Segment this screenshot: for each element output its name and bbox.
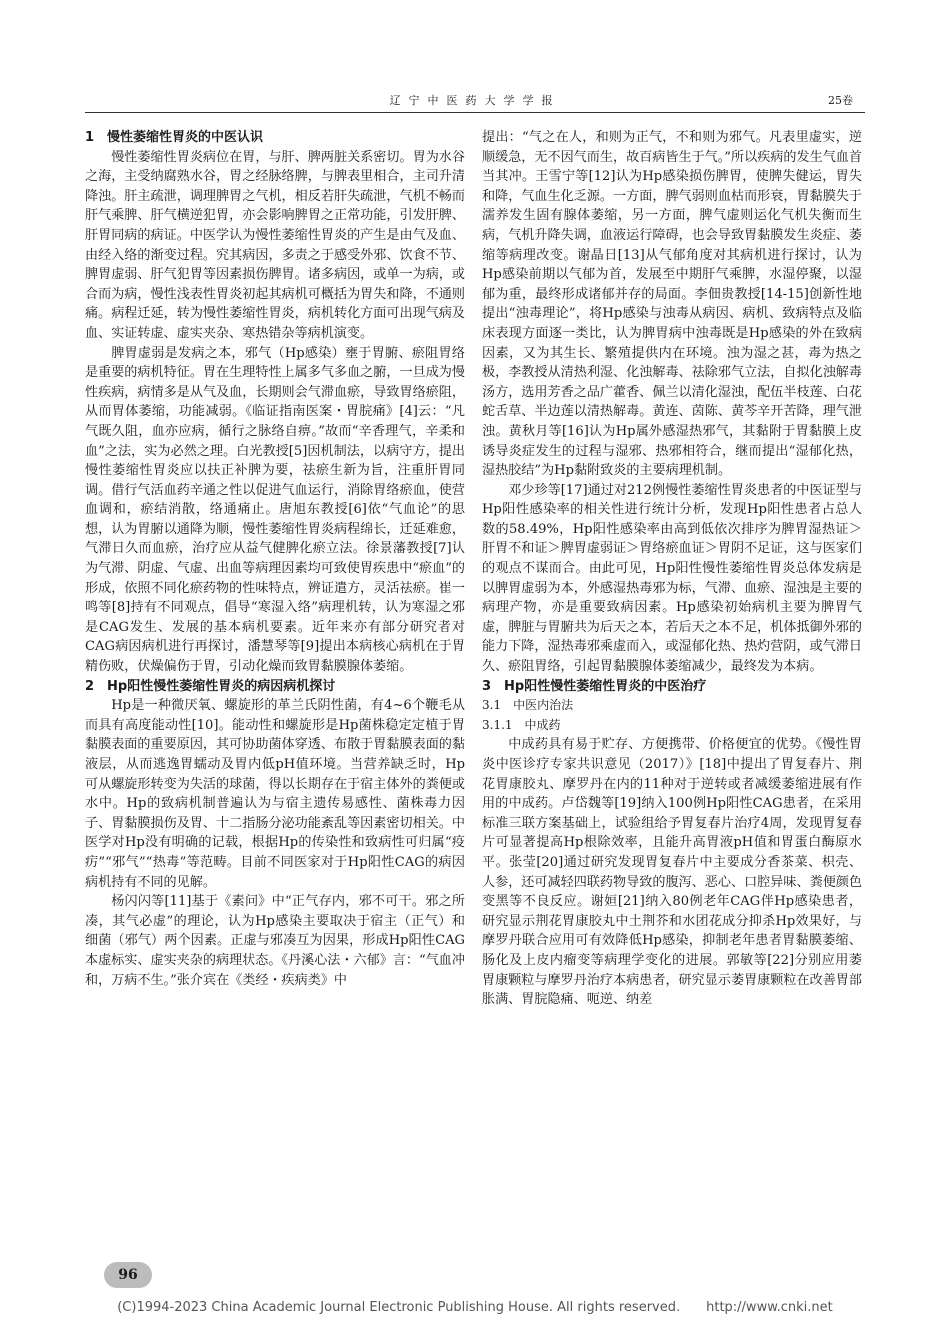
section-2-paragraph-3: 邓少珍等[17]通过对212例慢性萎缩性胃炎患者的中医证型与Hp阳性感染率的相关性进行统计分析，发现Hp阳性患者占总人数的58.49%，Hp阳性感染率由高到低依次排序为脾胃湿热证＞肝胃不和证＞脾胃虚弱证＞胃络瘀血证＞胃阴不足证，这与医家们的观点不谋而合。由此可见，Hp阳性慢性萎缩性胃炎总体发病是以脾胃虚弱为本，外感湿热毒邪为标，气滞、血瘀、湿浊是主要的病理产物，亦是重要致病因素。Hp感染初始病机主要为脾胃气虚，脾脏与胃腑共为后天之本，若后天之本不足，机体抵御外邪的能力下降，湿热毒邪乘虚而入，或湿郁化热、热灼营阴，或气滞日久、瘀阻胃络，引起胃黏膜腺体萎缩减少，最终发为本病。 <box>482 482 862 675</box>
running-header <box>85 92 865 113</box>
right-column <box>482 128 862 1228</box>
volume-label: 25卷 <box>828 94 853 107</box>
section-1-paragraph-1: 慢性萎缩性胃炎病位在胃，与肝、脾两脏关系密切。胃为水谷之海，主受纳腐熟水谷，胃之经脉络脾，与脾表里相合，主司升清降浊。肝主疏泄，调理脾胃之气机，相反若肝失疏泄，气机不畅而肝气乘脾、肝气横逆犯胃，亦会影响脾胃之正常功能，引发肝脾、肝胃同病的病证。中医学认为慢性萎缩性胃炎的产生是由气及血、由经入络的渐变过程。究其病因，多责之于感受外邪、饮食不节、脾胃虚弱、肝气犯胃等因素损伤脾胃。诸多病因，或单一为病，或合而为病，慢性浅表性胃炎初起其病机可概括为胃失和降，不通则痛。病程迁延，转为慢性萎缩性胃炎，病机转化方面可出现气病及血、实证转虚、虚实夹杂、寒热错杂等病机演变。 <box>85 149 465 341</box>
section-1-paragraph-2: 脾胃虚弱是发病之本，邪气（Hp感染）壅于胃腑、瘀阻胃络是重要的病机特征。胃在生理特性上属多气多血之腑，一旦成为慢性疾病，病情多是从气及血，长期则会气滞血瘀，导致胃络瘀阻，从而胃体萎缩，功能减弱。《临证指南医案・胃脘痛》[4]云：“凡气既久阻，血亦应病，循行之脉络自痹。”故而“辛香理气，辛柔和血”之法，实为必然之理。白光教授[5]因机制法，以病守方，提出慢性萎缩性胃炎应以扶正补脾为要，祛瘀生新为旨，注重肝胃同调。借行气活血药辛通之性以促进气血运行，消除胃络瘀血，使营血调和，瘀结消散，络通痛止。唐旭东教授[6]依“气血论”的思想，认为胃腑以通降为顺，慢性萎缩性胃炎病程绵长，迁延难愈，气滞日久而血瘀，治疗应从益气健脾化瘀立法。徐景藩教授[7]认为气滞、阴虚、气虚、出血等病理因素均可致使胃疾患中“瘀血”的形成，依照不同化瘀药物的性味特点，辨证遣方，灵活祛瘀。崔一鸣等[8]持有不同观点，倡导“寒湿入络”病理机转，认为寒湿之邪是CAG发生、发展的基本病机要素。近年来亦有部分研究者对CAG病因病机进行再探讨，潘慧琴等[9]提出本病核心病机在于胃精伤败，伏燥偏伤于胃，引动化燥而致胃黏膜腺体萎缩。 <box>85 345 465 675</box>
journal-title: 辽宁中医药大学学报 <box>389 94 561 107</box>
section-1-title: 1 慢性萎缩性胃炎的中医认识 <box>85 130 264 145</box>
section-2-title: 2 Hp阳性慢性萎缩性胃炎的病因病机探讨 <box>85 678 336 694</box>
section-3-1-1-paragraph: 中成药具有易于贮存、方便携带、价格便宜的优势。《慢性胃炎中医诊疗专家共识意见（2017）》[18]中提出了胃复春片、荆花胃康胶丸、摩罗丹在内的11种对于逆转或者减缓萎缩进展有作用的中成药。卢岱魏等[19]纳入100例Hp阳性CAG患者，在采用标准三联方案基础上，试验组给予胃复春片治疗4周，发现胃复春片可显著提高Hp根除效率，且能升高胃液pH值和胃蛋白酶原水平。张莹[20]通过研究发现胃复春片中主要成分香茶菜、枳壳、人参，还可减轻四联药物导致的腹泻、恶心、口腔异味、粪便颜色变黑等不良反应。谢姮[21]纳入80例老年CAG伴Hp感染患者，研究显示荆花胃康胶丸中土荆芥和水团花成分抑杀Hp效果好，与摩罗丹联合应用可有效降低Hp感染，抑制老年患者胃黏膜萎缩、肠化及上皮内瘤变等病理学变化的进展。郭敏等[22]分别应用萎胃康颗粒与摩罗丹治疗本病患者，研究显示萎胃康颗粒在改善胃部胀满、胃脘隐痛、呃逆、纳差 <box>482 737 862 1008</box>
left-column <box>85 128 465 1228</box>
page-number-badge: 96 <box>104 1262 152 1288</box>
section-3-1-1-title: 3.1.1 中成药 <box>482 717 561 732</box>
section-2-paragraph-2-continued: 提出：“气之在人，和则为正气，不和则为邪气。凡表里虚实，逆顺缓急，无不因气而生，故百病皆生于气。”所以疾病的发生气血首当其冲。王雪宁等[12]认为Hp感染损伤脾胃，使脾失健运，胃失和降，气血生化乏源。一方面，脾气弱则血枯而形衰，胃黏膜失于濡养发生固有腺体萎缩，另一方面，脾气虚则运化气机失衡而生病，气机升降失调，血液运行障碍，也会导致胃黏膜发生炎症、萎缩等病理改变。谢晶日[13]从气郁角度对其病机进行探讨，认为Hp感染前期以气郁为首，发展至中期肝气乘脾，水湿停聚，以湿郁为重，最终形成诸郁并存的局面。李佃贵教授[14-15]创新性地提出“浊毒理论”，将Hp感染与浊毒从病因、病机、致病特点及临床表现方面逐一类比，认为脾胃病中浊毒既是Hp感染的外在致病因素，又为其生长、繁殖提供内在环境。浊为湿之甚，毒为热之极，李教授从清热利湿、化浊解毒、祛除邪气立法，自拟化浊解毒汤方，选用芳香之品广藿香、佩兰以清化湿浊，配伍半枝莲、白花蛇舌草、半边莲以清热解毒。黄连、茵陈、黄芩辛开苦降，理气泄浊。黄秋月等[16]认为Hp属外感湿热邪气，其黏附于胃黏膜上皮诱导炎症发生的过程与湿邪、热邪相符合，继而提出“湿郁化热，湿热胶结”为Hp黏附致炎的主要病理机制。 <box>482 130 862 479</box>
section-2-paragraph-2: 杨闪闪等[11]基于《素问》中“正气存内，邪不可干。邪之所凑，其气必虚”的理论，认为Hp感染主要取决于宿主（正气）和细菌（邪气）两个因素。正虚与邪凑互为因果，形成Hp阳性CAG本虚标实、虚实夹杂的病理状态。《丹溪心法・六郁》言：“气血冲和，万病不生。”张介宾在《类经・疾病类》中 <box>85 894 465 988</box>
section-3-title: 3 Hp阳性慢性萎缩性胃炎的中医治疗 <box>482 678 707 694</box>
section-2-paragraph-1: Hp是一种微厌氧、螺旋形的革兰氏阴性菌，有4~6个鞭毛从而具有高度能动性[10]。能动性和螺旋形是Hp菌株稳定定植于胃黏膜表面的重要原因，其可协助菌体穿透、布散于胃黏膜表面的黏液层，从而逃逸胃蠕动及胃内低pH值环境。当营养缺乏时，Hp可从螺旋形转变为失活的球菌，得以长期存在于宿主体外的粪便或水中。Hp的致病机制普遍认为与宿主遗传易感性、菌株毒力因子、胃黏膜损伤及胃、十二指肠分泌功能紊乱等因素密切相关。中医学对Hp没有明确的记载，根据Hp的传染性和致病性可归属“疫疠”“邪气”“热毒”等范畴。目前不同医家对于Hp阳性CAG的病因病机持有不同的见解。 <box>85 698 465 890</box>
section-3-1-title: 3.1 中医内治法 <box>482 698 574 713</box>
copyright-footer: (C)1994-2023 China Academic Journal Electronic Publishing House. All rights reserved. http://www.cnki.net <box>117 1300 833 1315</box>
